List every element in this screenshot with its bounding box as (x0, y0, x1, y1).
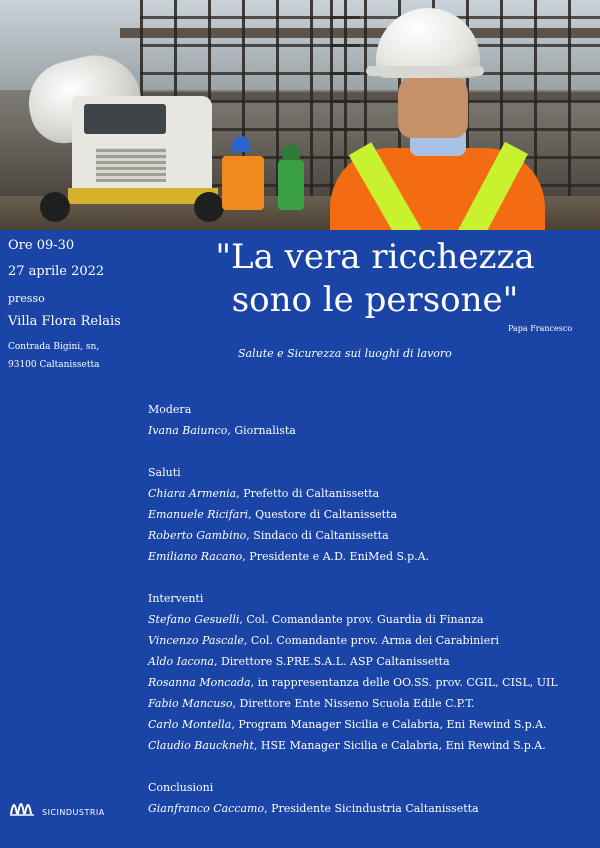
event-date: 27 aprile 2022 (8, 264, 105, 279)
speaker-role: , Col. Comandante prov. Arma dei Carabinieri (243, 634, 499, 647)
event-venue: Villa Flora Relais (8, 314, 121, 329)
logo-wordmark: SICINDUSTRIA (42, 808, 105, 817)
speaker-row (148, 504, 598, 525)
background-worker (222, 156, 264, 210)
event-time: Ore 09-30 (8, 238, 75, 253)
speaker-name: Roberto Gambino (148, 529, 247, 542)
speaker-role: , Presidente e A.D. EniMed S.p.A. (242, 550, 430, 563)
section-title-interventi: Interventi (148, 592, 204, 605)
headline-line: "La vera ricchezza (215, 237, 535, 277)
venue-address-line2: 93100 Caltanissetta (8, 360, 100, 370)
quote-author: Papa Francesco (508, 324, 573, 333)
speaker-name: Emiliano Racano (148, 550, 243, 563)
speaker-name: Gianfranco Caccamo (148, 802, 265, 815)
speaker-row (148, 420, 598, 441)
speaker-role: , Questore di Caltanissetta (248, 508, 397, 521)
event-subtitle: Salute e Sicurezza sui luoghi di lavoro (238, 347, 452, 360)
hard-hat-brim (366, 66, 484, 76)
speaker-name: Carlo Montella (148, 718, 232, 731)
section-title-modera: Modera (148, 403, 192, 416)
section-title-saluti: Saluti (148, 466, 181, 479)
speaker-role: , Program Manager Sicilia e Calabria, Eni Rewind S.p.A. (231, 718, 547, 731)
speaker-row (148, 630, 598, 651)
speaker-role: , Presidente Sicindustria Caltanissetta (264, 802, 479, 815)
worker-head (398, 74, 468, 138)
venue-label: presso (8, 292, 45, 305)
speaker-row (148, 798, 598, 819)
truck-wheel (40, 192, 70, 222)
headline-line: sono le persone" (231, 280, 519, 320)
hero-photo (0, 0, 600, 230)
speaker-name: Fabio Mancuso (148, 697, 233, 710)
speaker-role: , Direttore Ente Nisseno Scuola Edile C.P.T. (232, 697, 475, 710)
speaker-row (148, 525, 598, 546)
venue-address-line1: Contrada Bigini, sn, (8, 342, 100, 352)
sicindustria-logo-icon (8, 788, 38, 818)
worker-helmet (282, 144, 300, 160)
truck-grille (96, 148, 166, 182)
program (148, 399, 598, 819)
background-worker (278, 160, 304, 210)
speaker-role: , in rappresentanza delle OO.SS. prov. CGIL, CISL, UIL (250, 676, 558, 689)
speaker-role: , Giornalista (227, 424, 296, 437)
speaker-role: , Direttore S.PRE.S.A.L. ASP Caltanissetta (213, 655, 450, 668)
headline-quote (200, 236, 550, 322)
speaker-row (148, 693, 598, 714)
speaker-role: , HSE Manager Sicilia e Calabria, Eni Rewind S.p.A. (253, 739, 546, 752)
speaker-name: Claudio Bauckneht (148, 739, 254, 752)
speaker-name: Chiara Armenia (148, 487, 237, 500)
worker-helmet (232, 136, 250, 152)
speaker-row (148, 483, 598, 504)
speaker-row (148, 609, 598, 630)
speaker-name: Stefano Gesuelli (148, 613, 240, 626)
truck-windshield (84, 104, 166, 134)
speaker-name: Rosanna Moncada (148, 676, 251, 689)
speaker-row (148, 651, 598, 672)
speaker-row (148, 546, 598, 567)
speaker-row (148, 735, 598, 756)
speaker-name: Ivana Baiunco (148, 424, 228, 437)
speaker-role: , Col. Comandante prov. Guardia di Finanza (239, 613, 484, 626)
section-title-conclusioni: Conclusioni (148, 781, 214, 794)
speaker-name: Vincenzo Pascale (148, 634, 244, 647)
speaker-role: , Prefetto di Caltanissetta (236, 487, 380, 500)
sicindustria-logo (8, 788, 118, 838)
speaker-name: Emanuele Ricifari (148, 508, 249, 521)
speaker-row (148, 672, 598, 693)
speaker-name: Aldo Iacona (148, 655, 214, 668)
truck-wheel (194, 192, 224, 222)
speaker-row (148, 714, 598, 735)
speaker-role: , Sindaco di Caltanissetta (246, 529, 389, 542)
